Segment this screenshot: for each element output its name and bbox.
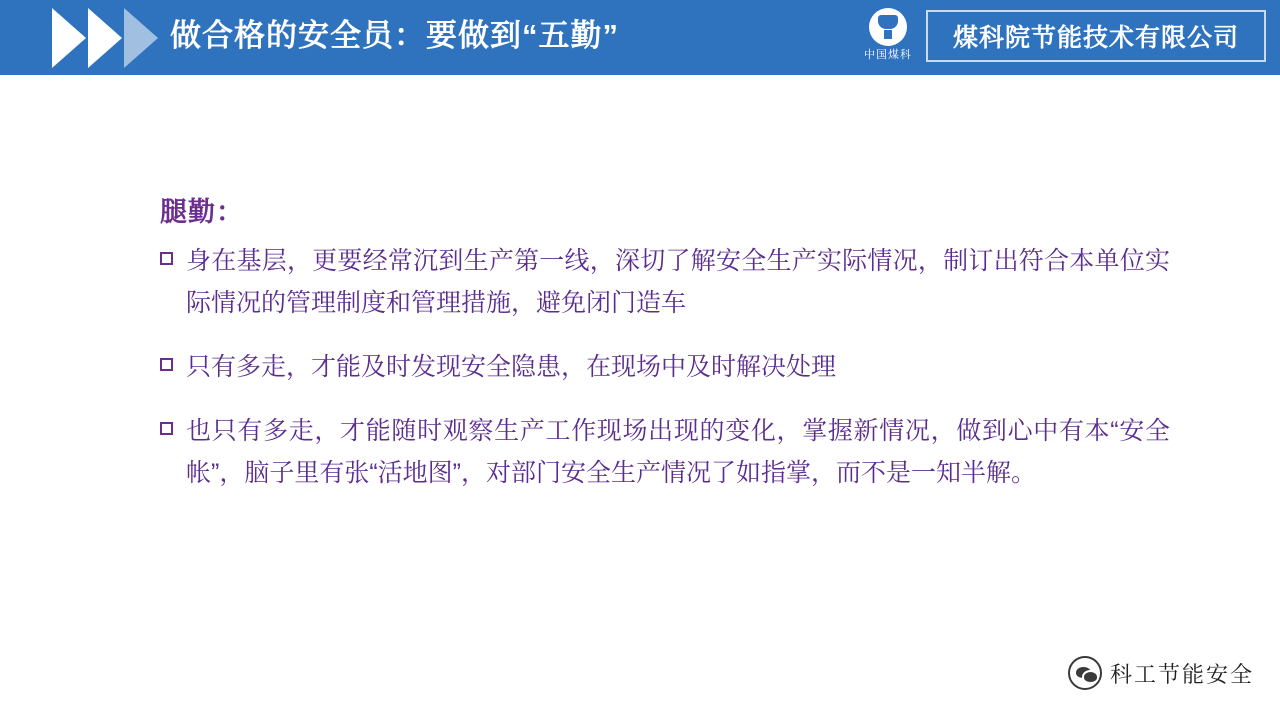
square-bullet-icon xyxy=(160,252,173,265)
coal-science-logo-icon xyxy=(869,8,907,46)
company-name-box xyxy=(926,10,1266,62)
square-bullet-icon xyxy=(160,358,173,371)
chevron-3 xyxy=(124,8,158,68)
wechat-badge xyxy=(1068,656,1254,690)
double-chevron-right-icon xyxy=(52,0,162,75)
wechat-account-name: 科工节能安全 xyxy=(1109,661,1254,687)
page-title: 做合格的安全员：要做到“五勤” xyxy=(170,18,619,53)
square-bullet-icon xyxy=(160,422,173,435)
slide-header xyxy=(0,0,1280,75)
brand-logo xyxy=(858,8,918,68)
chevron-1 xyxy=(52,8,86,68)
chevron-2 xyxy=(88,8,122,68)
section-heading: 腿勤： xyxy=(160,197,244,227)
list-item xyxy=(160,240,1170,324)
list-item-text: 只有多走，才能及时发现安全隐患，在现场中及时解决处理 xyxy=(186,353,837,381)
wechat-icon xyxy=(1068,656,1102,690)
bullet-list xyxy=(160,240,1170,516)
list-item xyxy=(160,410,1170,494)
list-item-text: 也只有多走，才能随时观察生产工作现场出现的变化，掌握新情况，做到心中有本“安全帐”，脑子里有张“活地图”，对部门安全生产情况了如指掌，而不是一知半解。 xyxy=(186,417,1170,487)
list-item xyxy=(160,346,1170,388)
slide-body xyxy=(0,75,1280,720)
logo-caption: 中国煤科 xyxy=(864,49,912,61)
list-item-text: 身在基层，更要经常沉到生产第一线，深切了解安全生产实际情况，制订出符合本单位实际情况的管理制度和管理措施，避免闭门造车 xyxy=(186,247,1170,317)
company-name: 煤科院节能技术有限公司 xyxy=(952,24,1239,52)
